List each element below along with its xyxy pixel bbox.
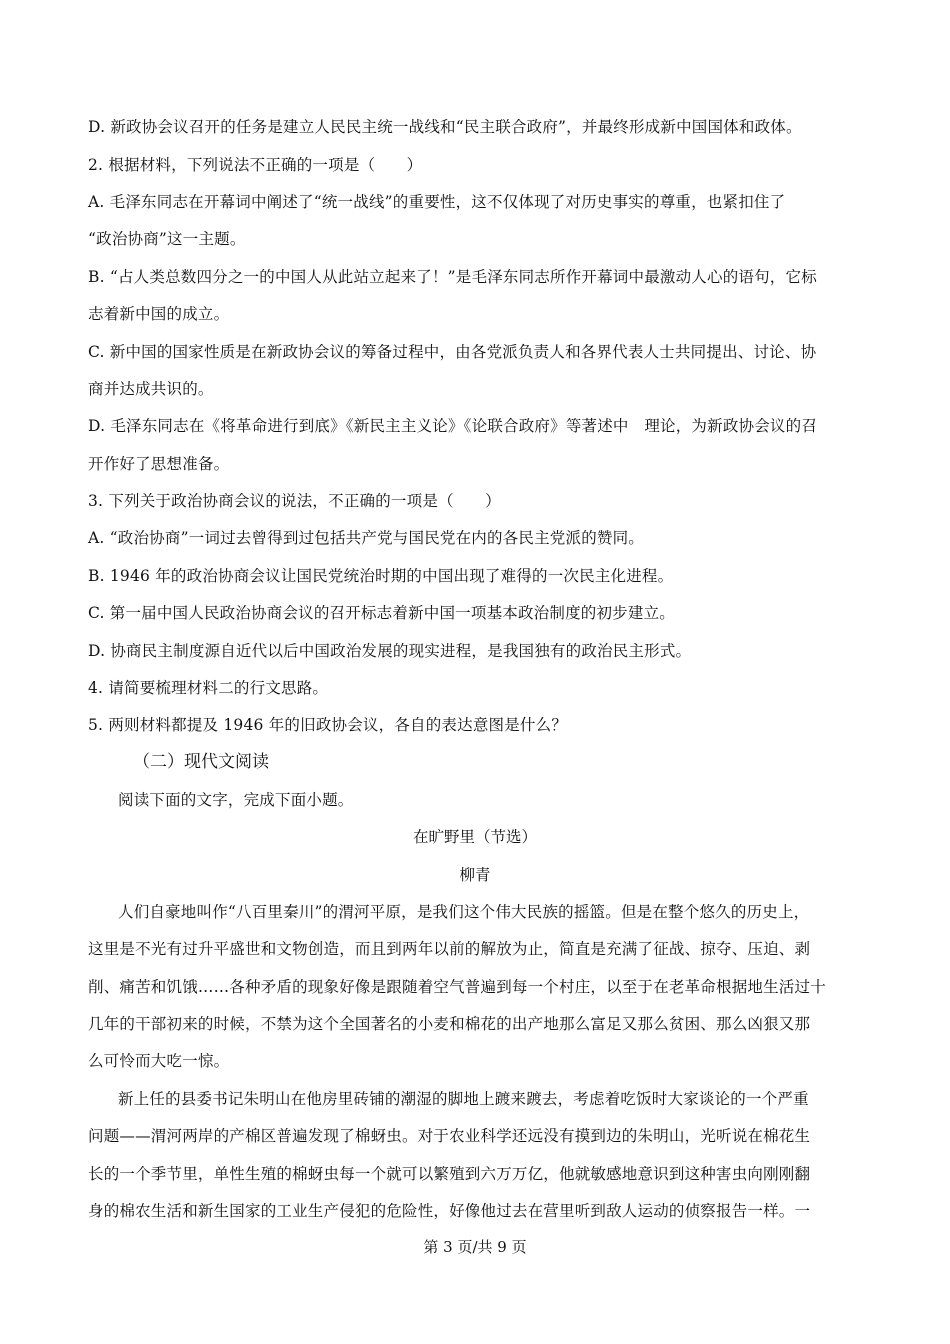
question-5: 5. 两则材料都提及 1946 年的旧政协会议，各自的表达意图是什么？ (88, 716, 568, 734)
option-d-q1: D. 新政协会议召开的任务是建立人民民主统一战线和“民主联合政府”，并最终形成新中国国体和政体。 (88, 118, 802, 136)
paragraph-1-line-4: 几年的干部初来的时候，不禁为这个全国著名的小麦和棉花的出产地那么富足又那么贫困、那么凶狠又那 (88, 1015, 811, 1033)
question-4: 4. 请简要梳理材料二的行文思路。 (88, 679, 329, 697)
option-a-q2-line1: A. 毛泽东同志在开幕词中阐述了“统一战线”的重要性，这不仅体现了对历史事实的尊重，也紧扣住了 (88, 193, 786, 211)
reading-instruction: 阅读下面的文字，完成下面小题。 (118, 791, 354, 809)
paragraph-2-line-3: 长的一个季节里，单性生殖的棉蚜虫每一个就可以繁殖到六万万亿，他就敏感地意识到这种害虫向刚刚翻 (88, 1165, 811, 1183)
option-d-q2-line1: D. 毛泽东同志在《将革命进行到底》《新民主主义论》《论联合政府》等著述中 理论，为新政协会议的召 (88, 417, 818, 435)
option-a-q2-line2: “政治协商”这一主题。 (88, 230, 246, 248)
option-d-q3: D. 协商民主制度源自近代以后中国政治发展的现实进程，是我国独有的政治民主形式。 (88, 642, 692, 660)
article-title: 在旷野里（节选） (412, 828, 537, 846)
article-author: 柳青 (459, 866, 491, 884)
option-b-q2-line1: B. “占人类总数四分之一的中国人从此站立起来了！”是毛泽东同志所作开幕词中最激动人心的语句，它标 (88, 268, 817, 286)
paragraph-2-line-4: 身的棉农生活和新生国家的工业生产侵犯的危险性，好像他过去在营里听到敌人运动的侦察报告一样。一 (88, 1202, 811, 1220)
option-b-q2-line2: 志着新中国的成立。 (88, 305, 230, 323)
option-d-q2-line2: 开作好了思想准备。 (88, 455, 230, 473)
option-a-q3: A. “政治协商”一词过去曾得到过包括共产党与国民党在内的各民主党派的赞同。 (88, 529, 644, 547)
paragraph-2-line-1: 新上任的县委书记朱明山在他房里砖铺的潮湿的脚地上踱来踱去，考虑着吃饭时大家谈论的一个严重 (118, 1090, 809, 1108)
paragraph-1-line-2: 这里是不光有过升平盛世和文物创造，而且到两年以前的解放为止，简直是充满了征战、掠夺、压迫、剥 (88, 940, 811, 958)
option-b-q3: B. 1946 年的政治协商会议让国民党统治时期的中国出现了难得的一次民主化进程。 (88, 567, 674, 585)
paragraph-1-line-1: 人们自豪地叫作“八百里秦川”的渭河平原，是我们这个伟大民族的摇篮。但是在整个悠久的历史上， (118, 903, 810, 921)
option-c-q3: C. 第一届中国人民政治协商会议的召开标志着新中国一项基本政治制度的初步建立。 (88, 604, 675, 622)
section-heading: （二）现代文阅读 (133, 752, 269, 772)
paragraph-1-line-5: 么可怜而大吃一惊。 (88, 1052, 230, 1070)
option-c-q2-line1: C. 新中国的国家性质是在新政协会议的筹备过程中，由各党派负责人和各界代表人士共同提出、讨论、协 (88, 343, 817, 361)
question-3: 3. 下列关于政治协商会议的说法，不正确的一项是（ ） (88, 492, 501, 510)
question-2: 2. 根据材料，下列说法不正确的一项是（ ） (88, 156, 423, 174)
option-c-q2-line2: 商并达成共识的。 (88, 380, 214, 398)
paragraph-2-line-2: 问题——渭河两岸的产棉区普遍发现了棉蚜虫。对于农业科学还远没有摸到边的朱明山，光听说在棉花生 (88, 1127, 811, 1145)
page-footer: 第 3 页/共 9 页 (423, 1238, 527, 1256)
paragraph-1-line-3: 削、痛苦和饥饿……各种矛盾的现象好像是跟随着空气普遍到每一个村庄，以至于在老革命根据地生活过十 (88, 978, 826, 996)
